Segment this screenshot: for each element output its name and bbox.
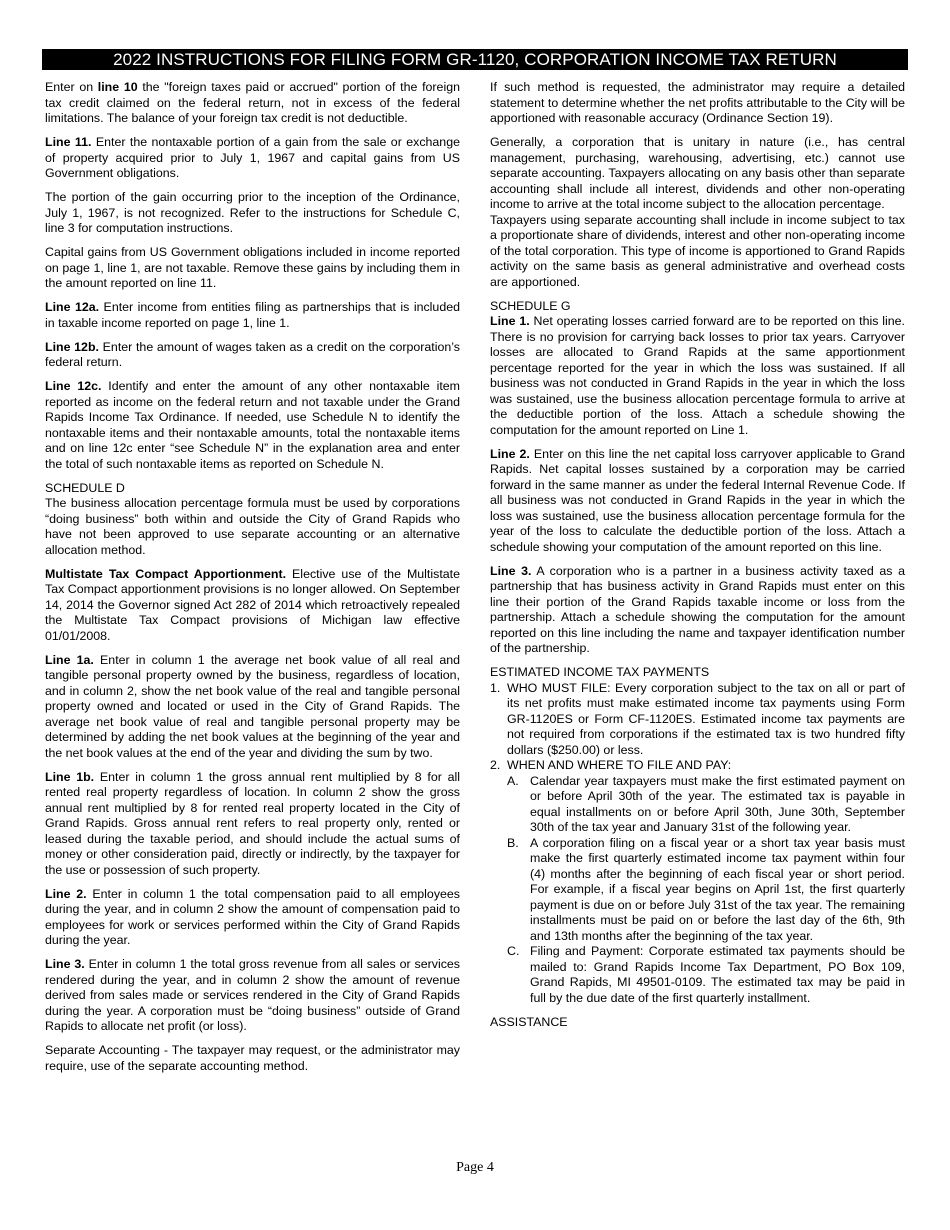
paragraph-separate-accounting: Separate Accounting - The taxpayer may request, or the administrator may require, use of the separate accounting method. [45, 1043, 460, 1073]
paragraph-line-12c [45, 379, 460, 472]
text: Enter in column 1 the average net book value of all real and tangible personal property owned by the business, regardless of location, and in column 2, show the net book value of the real and tangible personal property owned and located or used in the City of Grand Rapids. The average net book value of real and tangible personal property may be determined by adding the net book values at the beginning of the year and the net book values at the end of the year and dividing the sum by two. [45, 652, 460, 760]
paragraph-g-line-3 [490, 564, 905, 657]
page-title: 2022 INSTRUCTIONS FOR FILING FORM GR-1120, CORPORATION INCOME TAX RETURN [42, 49, 908, 70]
paragraph: Taxpayers using separate accounting shall include in income subject to tax a proportionate share of dividends, interest and other non-operating income of the total corporation. This type of income is apportioned to Grand Rapids activity on the same basis as general administrative and overhead costs are apportioned. [490, 212, 905, 289]
line-label: Line 12a. [45, 300, 100, 314]
line-label: Line 1b. [45, 769, 95, 784]
paragraph: Capital gains from US Government obligations included in income reported on page 1, line 1, are not taxable. Remove these gains by including them in the amount reported on line 11. [45, 245, 460, 290]
paragraph-line-12a [45, 300, 460, 331]
paragraph: Generally, a corporation that is unitary in nature (i.e., has central management, purchasing, warehousing, advertising, etc.) cannot use separate accounting. Taxpayers allocating on any basis other than separate accounting shall include all interest, dividends and other non-operating income to arrive at the total income subject to the allocation percentage. [490, 135, 905, 211]
line-label: Line 3. [45, 957, 85, 971]
list-text: WHEN AND WHERE TO FILE AND PAY: [507, 758, 732, 772]
text: Enter income from entities filing as partnerships that is included in taxable income reported on page 1, line 1. [45, 300, 460, 330]
list-text: A corporation filing on a fiscal year or a short tax year basis must make the first quarterly estimated income tax payment within four (4) months after the beginning of each fiscal year or short period. For example, if a fiscal year begins on April 1st, the first quarterly payment is due on or before July 31st of the tax year. The remaining installments must be paid on or before the last day of the 6th, 9th and 13th months after the beginning of the tax year. [530, 835, 905, 943]
paragraph-line-12b [45, 340, 460, 371]
left-column [45, 80, 460, 1083]
text: the "foreign taxes paid or accrued" portion of the foreign tax credit claimed on the federal return, not in excess of the federal limitations. The balance of your foreign tax credit is not deductible. [45, 80, 460, 125]
list-number: 2. [490, 758, 501, 772]
line-label: Line 11. [45, 135, 92, 149]
text: Enter on this line the net capital loss carryover applicable to Grand Rapids. Net capital losses sustained by a corporation may be carried forward in the same manner as under the federal Internal Revenue Code. If all business was not conducted in Grand Rapids in the year in which the loss was sustained, use the business allocation percentage formula for the year of the loss to calculate the deductible portion of the loss. Attach a schedule showing your computation of the amount reported on this line. [490, 446, 905, 554]
right-column [490, 80, 905, 1030]
paragraph-g-line-1 [490, 314, 905, 438]
list-text: Calendar year taxpayers must make the first estimated payment on or before April 30th of the year. The estimated tax is payable in equal installments on or before April 30th, June 30th, September 30th of the tax year and January 31st of the following year. [530, 773, 905, 834]
text: Enter in column 1 the total gross revenue from all sales or services rendered during the year, and in column 2 show the amount of revenue derived from sales made or services rendered in the City of Grand Rapids during the year. A corporation must be “doing business” outside of Grand Rapids to allocate net profit (or loss). [45, 957, 461, 1033]
line-label: Line 12b. [45, 339, 99, 354]
paragraph-line-1b [45, 770, 460, 879]
list-number: 1. [490, 680, 501, 695]
sub-list-item [490, 774, 905, 836]
line-label: Line 1a. [45, 652, 94, 667]
paragraph: The business allocation percentage formula must be used by corporations “doing business” both within and outside the City of Grand Rapids who have not been approved to use separate accounting or an alternative allocation method. [45, 496, 460, 557]
line-label: Line 2. [45, 886, 87, 901]
paragraph-multistate [45, 567, 460, 645]
line-label: Line 3. [490, 563, 532, 578]
paragraph-line-3 [45, 957, 460, 1035]
estimated-payments-list [490, 681, 905, 1007]
sub-list-item [490, 836, 905, 945]
line-label: Line 12c. [45, 379, 102, 393]
list-item [490, 758, 905, 774]
list-item [490, 681, 905, 759]
paragraph-line-1a [45, 653, 460, 762]
list-letter: C. [507, 944, 520, 958]
paragraph: The portion of the gain occurring prior to the inception of the Ordinance, July 1, 1967, is not recognized. Refer to the instructions for Schedule C, line 3 for computation instructions. [45, 190, 460, 235]
page-number: Page 4 [456, 1160, 494, 1175]
list-letter: A. [507, 773, 519, 788]
section-heading-estimated-payments: ESTIMATED INCOME TAX PAYMENTS [490, 665, 710, 679]
text: Enter on [45, 80, 98, 94]
paragraph-line-10 [45, 80, 460, 127]
text: A corporation who is a partner in a business activity taxed as a partnership that has business activity in Grand Rapids must enter on this line their portion of the Grand Rapids taxable income or loss from the partnership. Attach a schedule showing the computation for the amount reported on this line including the name and taxpayer identification number of the partnership. [490, 563, 906, 655]
text: Net operating losses carried forward are to be reported on this line. There is no provision for carrying back losses to prior tax years. Carryover losses are allocated to Grand Rapids at the same apportionment percentage reported for the year in which the loss was sustained. If all business was not conducted in Grand Rapids in the year in which the loss was sustained, use the business allocation percentage formula to arrive at the deductible portion of the loss. Attach a schedule showing the computation for the amount reported on Line 1. [490, 314, 905, 437]
list-letter: B. [507, 835, 519, 850]
text: Enter the amount of wages taken as a credit on the corporation’s federal return. [45, 339, 460, 369]
sub-list-item [490, 944, 905, 1006]
section-heading-schedule-g: SCHEDULE G [490, 298, 571, 313]
text: Enter in column 1 the gross annual rent multiplied by 8 for all rented real property regardless of location. In column 2 show the gross annual rent multiplied by 8 for rented real property located in the City of Grand Rapids. Gross annual rent refers to real property only, rented or leased during the taxable period, and should include the actual sums of money or other consideration paid, directly or indirectly, by the taxpayer for the use or possession of such property. [45, 769, 460, 877]
line-label: line 10 [97, 80, 138, 94]
paragraph-line-11 [45, 135, 460, 182]
paragraph-line-2 [45, 887, 460, 949]
line-label: Line 1. [490, 314, 530, 328]
text: Enter in column 1 the total compensation paid to all employees during the year, and in column 2 show the amount of compensation paid to employees for work or services performed within the City of Grand Rapids during the year. [45, 886, 461, 947]
paragraph: If such method is requested, the administrator may require a detailed statement to determine whether the net profits attributable to the City will be apportioned with reasonable accuracy (Ordinance Section 19). [490, 80, 905, 125]
section-heading-assistance: ASSISTANCE [490, 1014, 568, 1029]
line-label: Line 2. [490, 446, 530, 461]
list-text: Filing and Payment: Corporate estimated tax payments should be mailed to: Grand Rapids Income Tax Department, PO Box 109, Grand Rapids, MI 49501-0109. The estimated tax may be paid in full by the due date of the first quarterly installment. [530, 944, 905, 1005]
text: Elective use of the Multistate Tax Compact apportionment provisions is no longer allowed. On September 14, 2014 the Governor signed Act 282 of 2014 which retroactively repealed the Multistate Tax Compact provisions of Michigan law effective 01/01/2008. [45, 566, 460, 643]
paragraph-g-line-2 [490, 447, 905, 556]
list-text: WHO MUST FILE: Every corporation subject to the tax on all or part of its net profits must make estimated income tax payments using Form GR-1120ES or Form CF-1120ES. Estimated income tax payments are not required from corporations if the estimated tax is two hundred fifty dollars ($250.00) or less. [507, 680, 905, 757]
section-heading-schedule-d: SCHEDULE D [45, 480, 125, 495]
text: Enter the nontaxable portion of a gain from the sale or exchange of property acquired prior to July 1, 1967 and capital gains from US Government obligations. [45, 135, 460, 180]
line-label: Multistate Tax Compact Apportionment. [45, 566, 287, 581]
text: Identify and enter the amount of any other nontaxable item reported as income on the federal return and not taxable under the Grand Rapids Income Tax Ordinance. If needed, use Schedule N to identify the nontaxable items and their nontaxable amounts, total the nontaxable items and on line 12c enter “see Schedule N” in the explanation area and enter the total of such nontaxable items as reported on Schedule N. [45, 379, 461, 471]
